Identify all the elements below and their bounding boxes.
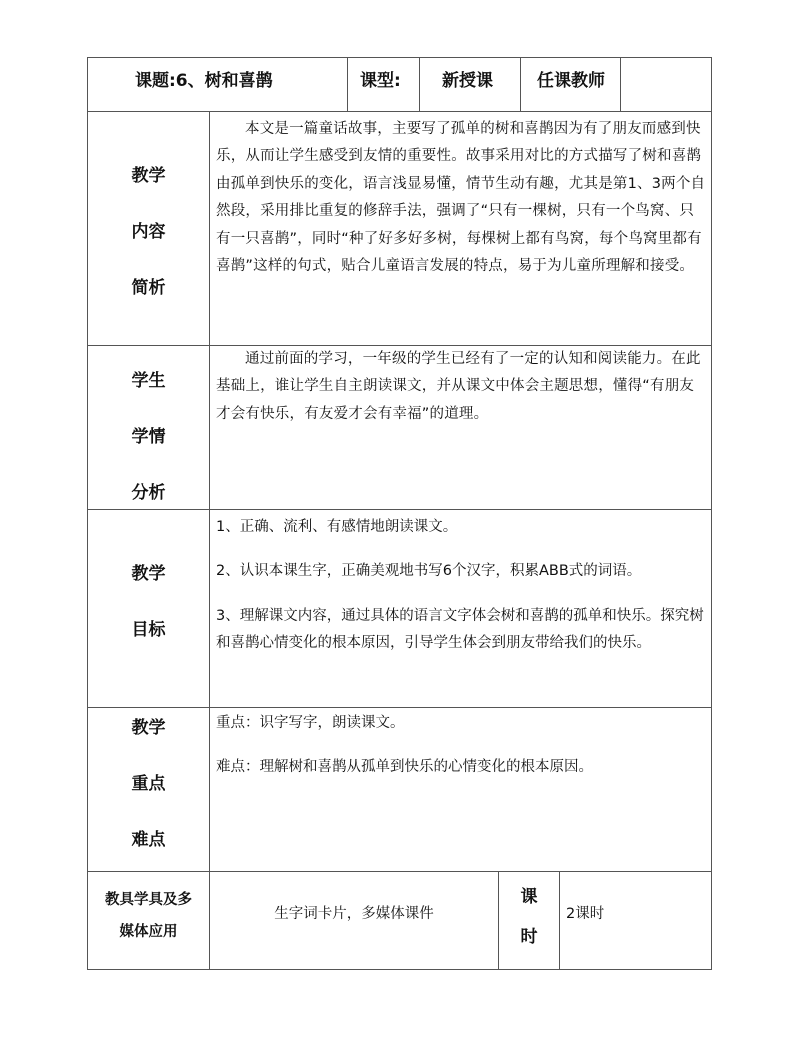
label-line: 学生	[131, 371, 166, 391]
header-divider	[347, 57, 348, 112]
materials-divider	[559, 871, 560, 970]
key-points-list	[216, 710, 706, 782]
label-line: 目标	[131, 620, 166, 640]
label-line: 分析	[131, 483, 166, 503]
label-line: 内容	[131, 222, 166, 242]
goal-item: 3、理解课文内容，通过具体的语言文字体会树和喜鹊的孤单和快乐。探究树和喜鹊心情变化的根本原因，引导学生体会到朋友带给我们的快乐。	[216, 607, 704, 652]
label-line: 难点	[131, 830, 166, 850]
row-divider	[87, 111, 712, 112]
lesson-type-value	[442, 58, 518, 98]
student-analysis-text: 通过前面的学习，一年级的学生已经有了一定的认知和阅读能力。在此基础上，谁让学生自主朗读课文，并从课文中体会主题思想，懂得“有朋友才会有快乐，有友爱才会有幸福”的道理。	[216, 351, 701, 422]
header-divider	[419, 57, 420, 112]
goal-item: 1、正确、流利、有感情地朗读课文。	[216, 519, 458, 535]
student-analysis-label	[88, 353, 209, 521]
lesson-type-label	[360, 58, 418, 98]
key-point-item: 重点：识字写字，朗读课文。	[216, 715, 405, 731]
table-border-right	[711, 57, 712, 970]
teaching-goals-list	[216, 514, 706, 658]
lesson-topic-text: 课题:6、树和喜鹊	[135, 70, 273, 91]
content-summary-text: 本文是一篇童话故事，主要写了孤单的树和喜鹊因为有了朋友而感到快乐，从而让学生感受到友情的重要性。故事采用对比的方式描写了树和喜鹊由孤单到快乐的变化，语言浅显易懂，情节生动有趣，尤其是第1、3两个自然段，采用排比重复的修辞手法，强调了“只有一棵树，只有一个鸟窝、只有一只喜鹊”，同时“种了好多好多树，每棵树上都有鸟窝，每个鸟窝里都有喜鹊”这样的句式，贴合儿童语言发展的特点，易于为儿童所理解和接受。	[216, 121, 706, 275]
teacher-label-text: 任课教师	[537, 70, 605, 91]
label-line: 课	[520, 887, 538, 907]
label-line: 教学	[131, 564, 166, 584]
content-summary-label	[88, 148, 209, 316]
label-line: 媒体应用	[119, 924, 178, 940]
goal-item: 2、认识本课生字，正确美观地书写6个汉字，积累ABB式的词语。	[216, 563, 642, 580]
materials-value: 生字词卡片，多媒体课件	[274, 906, 434, 922]
lesson-topic	[135, 58, 345, 98]
class-hours-label	[499, 877, 559, 957]
lesson-type-value-text: 新授课	[442, 70, 493, 91]
label-line: 教学	[131, 718, 166, 738]
materials-label	[88, 884, 209, 948]
key-point-item: 难点：理解树和喜鹊从孤单到快乐的心情变化的根本原因。	[216, 759, 593, 776]
header-divider	[520, 57, 521, 112]
label-line: 学情	[131, 427, 166, 447]
teaching-goals-label	[88, 546, 209, 658]
row-divider	[87, 871, 712, 872]
table-border-bottom	[87, 969, 712, 970]
key-points-label	[88, 700, 209, 868]
class-hours-value: 2课时	[566, 906, 605, 922]
label-line: 教学	[131, 166, 166, 186]
label-line: 时	[520, 927, 538, 947]
teacher-value	[624, 58, 708, 98]
teacher-label	[537, 58, 619, 98]
lesson-type-label-text: 课型:	[360, 70, 401, 91]
label-column-divider	[209, 111, 210, 970]
label-line: 教具学具及多	[105, 892, 192, 908]
header-divider	[620, 57, 621, 112]
label-line: 重点	[131, 774, 166, 794]
label-line: 简析	[131, 278, 166, 298]
